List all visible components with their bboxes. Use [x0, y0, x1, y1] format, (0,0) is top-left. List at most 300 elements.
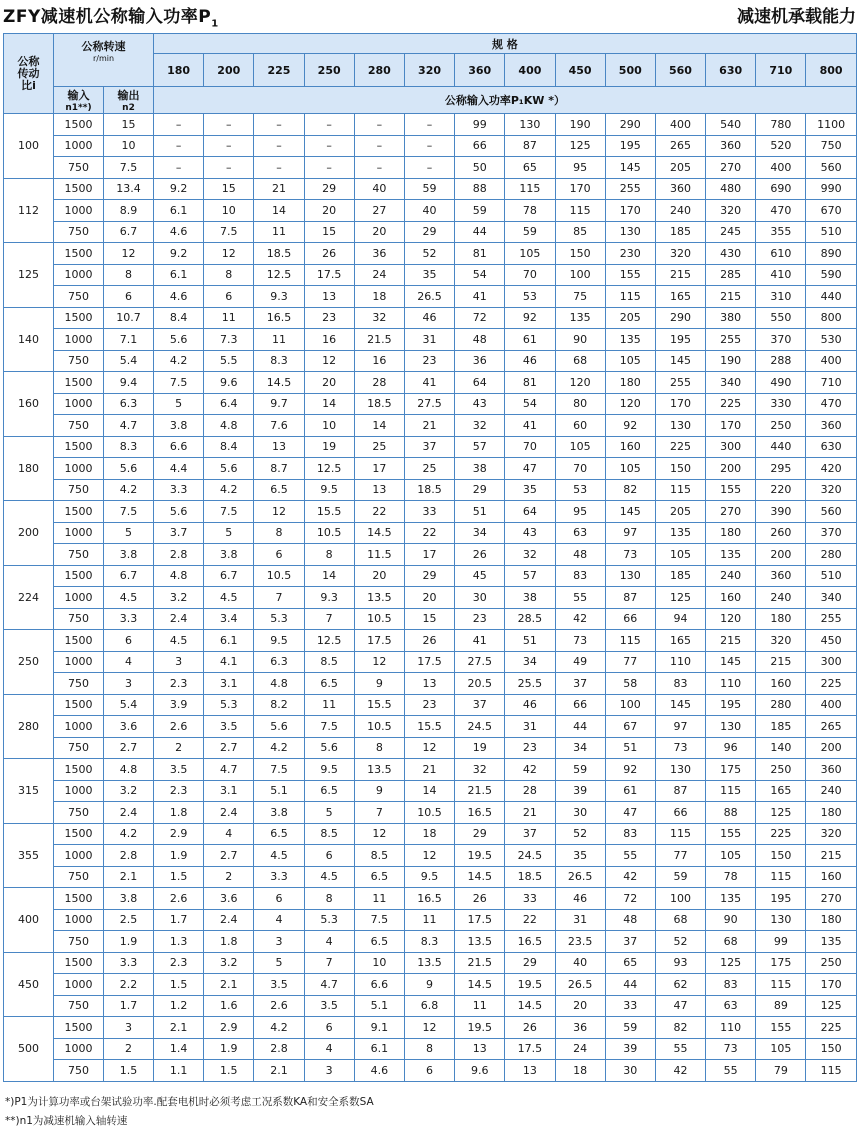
power-cell: 240 — [806, 780, 856, 802]
ratio-cell: 100 — [4, 114, 54, 179]
power-cell: 2.9 — [154, 823, 204, 845]
power-cell: 105 — [605, 350, 655, 372]
power-cell: 195 — [655, 329, 705, 351]
input-speed-cell: 1000 — [54, 393, 104, 415]
power-cell: 92 — [605, 759, 655, 781]
power-cell: 97 — [605, 522, 655, 544]
power-cell: 220 — [756, 479, 806, 501]
power-cell: 288 — [756, 350, 806, 372]
power-cell: 26.5 — [555, 866, 605, 888]
power-cell: 78 — [706, 866, 756, 888]
power-cell: 16.5 — [254, 307, 304, 329]
power-cell: 180 — [756, 608, 806, 630]
input-speed-cell: 1000 — [54, 329, 104, 351]
power-cell: 110 — [706, 1017, 756, 1039]
output-speed-cell: 1.5 — [104, 1060, 154, 1082]
power-cell: 9.1 — [354, 1017, 404, 1039]
power-cell: 93 — [655, 952, 705, 974]
output-speed-cell: 3.8 — [104, 544, 154, 566]
power-cell: 195 — [706, 694, 756, 716]
footnotes — [5, 1093, 374, 1131]
power-cell: 2.4 — [204, 909, 254, 931]
power-cell: 3.1 — [204, 673, 254, 695]
power-cell: 41 — [455, 630, 505, 652]
size-header-500: 500 — [605, 54, 655, 87]
power-cell: 20 — [354, 221, 404, 243]
power-cell: 5.3 — [304, 909, 354, 931]
power-cell: 125 — [756, 802, 806, 824]
power-cell: – — [154, 157, 204, 179]
power-cell: 130 — [655, 415, 705, 437]
power-cell: 37 — [505, 823, 555, 845]
power-cell: 51 — [605, 737, 655, 759]
power-cell: 8 — [304, 544, 354, 566]
power-cell: 57 — [505, 565, 555, 587]
power-cell: 32 — [505, 544, 555, 566]
table-row — [4, 565, 857, 587]
power-cell: 185 — [655, 221, 705, 243]
power-cell: 3.3 — [254, 866, 304, 888]
power-cell: 355 — [756, 221, 806, 243]
power-cell: 52 — [404, 243, 454, 265]
power-cell: 34 — [455, 522, 505, 544]
power-cell: 23 — [505, 737, 555, 759]
input-speed-cell: 1500 — [54, 823, 104, 845]
power-cell: 410 — [756, 264, 806, 286]
power-cell: 59 — [605, 1017, 655, 1039]
power-cell: 255 — [706, 329, 756, 351]
output-speed-cell: 5.6 — [104, 458, 154, 480]
power-cell: 1.6 — [204, 995, 254, 1017]
power-cell: 21 — [404, 759, 454, 781]
power-cell: 2.4 — [204, 802, 254, 824]
power-cell: 64 — [505, 501, 555, 523]
power-cell: 115 — [505, 178, 555, 200]
power-cell: 37 — [455, 694, 505, 716]
power-cell: 160 — [706, 587, 756, 609]
power-cell: 115 — [806, 1060, 856, 1082]
power-cell: 155 — [706, 479, 756, 501]
input-speed-cell: 750 — [54, 673, 104, 695]
power-cell: 225 — [806, 673, 856, 695]
power-cell: 4 — [204, 823, 254, 845]
power-cell: 170 — [555, 178, 605, 200]
table-row — [4, 630, 857, 652]
power-cell: 1.4 — [154, 1038, 204, 1060]
power-cell: 240 — [706, 565, 756, 587]
power-cell: 2.7 — [204, 737, 254, 759]
power-cell: 200 — [756, 544, 806, 566]
power-cell: 83 — [605, 823, 655, 845]
power-cell: 5.6 — [154, 501, 204, 523]
output-speed-cell: 8.3 — [104, 436, 154, 458]
power-cell: 255 — [655, 372, 705, 394]
power-cell: – — [204, 114, 254, 136]
power-cell: 175 — [756, 952, 806, 974]
power-cell: 6.1 — [154, 200, 204, 222]
power-cell: 4 — [254, 909, 304, 931]
power-cell: 250 — [756, 759, 806, 781]
power-cell: 400 — [806, 350, 856, 372]
power-cell: 1.7 — [154, 909, 204, 931]
power-cell: 4.5 — [254, 845, 304, 867]
power-cell: 8.4 — [204, 436, 254, 458]
power-cell: 27 — [354, 200, 404, 222]
power-cell: 115 — [756, 974, 806, 996]
footnote-2: **)n1为减速机输入轴转速 — [5, 1115, 128, 1127]
power-cell: 55 — [706, 1060, 756, 1082]
power-cell: 14 — [304, 565, 354, 587]
power-cell: 59 — [404, 178, 454, 200]
table-row — [4, 995, 857, 1017]
power-cell: 95 — [555, 501, 605, 523]
power-cell: 130 — [756, 909, 806, 931]
power-cell: 215 — [655, 264, 705, 286]
size-header-800: 800 — [806, 54, 856, 87]
power-cell: 5.6 — [254, 716, 304, 738]
power-cell: 2.6 — [154, 888, 204, 910]
table-row — [4, 329, 857, 351]
power-cell: 400 — [806, 694, 856, 716]
power-cell: 83 — [555, 565, 605, 587]
power-cell: 40 — [555, 952, 605, 974]
size-header-360: 360 — [455, 54, 505, 87]
power-cell: 79 — [756, 1060, 806, 1082]
power-cell: 63 — [706, 995, 756, 1017]
power-cell: 25 — [404, 458, 454, 480]
ratio-cell: 140 — [4, 307, 54, 372]
power-cell: 52 — [655, 931, 705, 953]
power-cell: 8.5 — [304, 651, 354, 673]
power-cell: 125 — [655, 587, 705, 609]
power-cell: 2 — [154, 737, 204, 759]
input-speed-cell: 1500 — [54, 630, 104, 652]
ratio-cell: 500 — [4, 1017, 54, 1082]
power-cell: 215 — [756, 651, 806, 673]
power-cell: 21.5 — [455, 780, 505, 802]
power-cell: 16 — [354, 350, 404, 372]
power-cell: 8.5 — [354, 845, 404, 867]
power-cell: 8 — [404, 1038, 454, 1060]
power-cell: 82 — [605, 479, 655, 501]
power-cell: 240 — [756, 587, 806, 609]
table-row — [4, 243, 857, 265]
power-cell: 160 — [605, 436, 655, 458]
power-cell: 115 — [555, 200, 605, 222]
power-cell: 30 — [555, 802, 605, 824]
power-cell: 43 — [455, 393, 505, 415]
power-cell: 28 — [505, 780, 555, 802]
power-cell: 44 — [605, 974, 655, 996]
power-cell: 3.8 — [154, 415, 204, 437]
input-speed-cell: 1500 — [54, 1017, 104, 1039]
power-cell: 11.5 — [354, 544, 404, 566]
power-cell: 38 — [505, 587, 555, 609]
spec-header: 规 格 — [154, 34, 857, 54]
input-speed-cell: 750 — [54, 544, 104, 566]
power-cell: 34 — [555, 737, 605, 759]
input-speed-cell: 1000 — [54, 974, 104, 996]
power-cell: 4 — [304, 931, 354, 953]
power-cell: 330 — [756, 393, 806, 415]
ratio-cell: 180 — [4, 436, 54, 501]
power-cell: 4.5 — [304, 866, 354, 888]
power-cell: 33 — [505, 888, 555, 910]
power-cell: 4.4 — [154, 458, 204, 480]
power-cell: 18 — [354, 286, 404, 308]
power-cell: 2.4 — [154, 608, 204, 630]
power-cell: 4.6 — [154, 221, 204, 243]
table-row — [4, 479, 857, 501]
power-cell: 135 — [655, 522, 705, 544]
power-cell: 26.5 — [404, 286, 454, 308]
power-cell: 90 — [555, 329, 605, 351]
power-cell: 120 — [555, 372, 605, 394]
power-cell: 81 — [455, 243, 505, 265]
power-cell: 225 — [655, 436, 705, 458]
power-cell: 59 — [655, 866, 705, 888]
power-cell: 6 — [404, 1060, 454, 1082]
power-cell: 190 — [555, 114, 605, 136]
power-cell: 320 — [806, 823, 856, 845]
power-cell: 4.2 — [254, 1017, 304, 1039]
power-cell: 3.5 — [254, 974, 304, 996]
power-cell: 6.7 — [204, 565, 254, 587]
output-speed-cell: 3.3 — [104, 952, 154, 974]
output-speed-cell: 4.2 — [104, 823, 154, 845]
power-cell: – — [254, 135, 304, 157]
power-cell: 3.7 — [154, 522, 204, 544]
output-speed-cell: 6.7 — [104, 565, 154, 587]
power-cell: 2.9 — [204, 1017, 254, 1039]
power-cell: 8.5 — [304, 823, 354, 845]
power-cell: 3.2 — [154, 587, 204, 609]
power-cell: 29 — [304, 178, 354, 200]
power-cell: 7.5 — [154, 372, 204, 394]
power-cell: 21 — [404, 415, 454, 437]
power-cell: 20 — [304, 200, 354, 222]
power-cell: 170 — [655, 393, 705, 415]
table-row — [4, 286, 857, 308]
power-cell: 17 — [354, 458, 404, 480]
power-cell: 38 — [455, 458, 505, 480]
power-cell: 150 — [555, 243, 605, 265]
power-cell: 125 — [706, 952, 756, 974]
power-cell: 13.5 — [455, 931, 505, 953]
power-cell: – — [354, 135, 404, 157]
power-cell: 26 — [404, 630, 454, 652]
power-cell: 51 — [455, 501, 505, 523]
power-cell: 155 — [605, 264, 655, 286]
input-speed-cell: 1000 — [54, 264, 104, 286]
power-cell: 24.5 — [505, 845, 555, 867]
table-row — [4, 737, 857, 759]
power-cell: 3.9 — [154, 694, 204, 716]
power-cell: – — [304, 135, 354, 157]
power-cell: 26 — [455, 888, 505, 910]
power-cell: 17.5 — [304, 264, 354, 286]
power-cell: 12 — [354, 651, 404, 673]
power-cell: 7 — [354, 802, 404, 824]
power-cell: 15 — [404, 608, 454, 630]
power-cell: 215 — [706, 630, 756, 652]
power-cell: 6 — [304, 845, 354, 867]
table-row — [4, 673, 857, 695]
power-cell: 45 — [455, 565, 505, 587]
input-speed-cell: 750 — [54, 1060, 104, 1082]
power-cell: 1.2 — [154, 995, 204, 1017]
power-cell: 19.5 — [455, 1017, 505, 1039]
power-cell: 24 — [555, 1038, 605, 1060]
power-cell: 170 — [806, 974, 856, 996]
power-cell: 5.6 — [204, 458, 254, 480]
power-cell: 44 — [555, 716, 605, 738]
power-cell: 480 — [706, 178, 756, 200]
table-row — [4, 372, 857, 394]
power-cell: 5.3 — [204, 694, 254, 716]
power-cell: 18.5 — [505, 866, 555, 888]
input-speed-cell: 1000 — [54, 780, 104, 802]
power-cell: 10 — [304, 415, 354, 437]
power-cell: 59 — [505, 221, 555, 243]
power-cell: 150 — [806, 1038, 856, 1060]
power-cell: 5.5 — [204, 350, 254, 372]
power-cell: 21.5 — [354, 329, 404, 351]
power-cell: 40 — [404, 200, 454, 222]
power-cell: 66 — [455, 135, 505, 157]
power-cell: 2.8 — [154, 544, 204, 566]
power-cell: 17.5 — [404, 651, 454, 673]
power-cell: 78 — [505, 200, 555, 222]
power-cell: 115 — [605, 286, 655, 308]
output-speed-cell: 7.5 — [104, 501, 154, 523]
power-cell: 13 — [455, 1038, 505, 1060]
power-cell: 300 — [806, 651, 856, 673]
power-cell: 135 — [706, 888, 756, 910]
power-cell: 23.5 — [555, 931, 605, 953]
power-cell: 310 — [756, 286, 806, 308]
power-cell: 29 — [404, 565, 454, 587]
power-cell: 88 — [706, 802, 756, 824]
power-cell: 320 — [756, 630, 806, 652]
power-cell: 46 — [505, 694, 555, 716]
power-cell: 8 — [354, 737, 404, 759]
power-cell: 380 — [706, 307, 756, 329]
output-speed-cell: 10 — [104, 135, 154, 157]
power-cell: 10 — [354, 952, 404, 974]
output-speed-cell: 2.1 — [104, 866, 154, 888]
power-cell: 13 — [404, 673, 454, 695]
input-speed-cell: 1500 — [54, 114, 104, 136]
power-cell: 130 — [605, 221, 655, 243]
table-row — [4, 845, 857, 867]
power-cell: 105 — [756, 1038, 806, 1060]
power-cell: 105 — [555, 436, 605, 458]
power-cell: 40 — [354, 178, 404, 200]
power-cell: 4.6 — [154, 286, 204, 308]
power-cell: 46 — [505, 350, 555, 372]
power-cell: 2.6 — [154, 716, 204, 738]
power-cell: 34 — [505, 651, 555, 673]
power-cell: 13 — [304, 286, 354, 308]
power-cell: 57 — [455, 436, 505, 458]
power-cell: 50 — [455, 157, 505, 179]
power-cell: 400 — [655, 114, 705, 136]
output-speed-cell: 3.6 — [104, 716, 154, 738]
power-cell: 61 — [605, 780, 655, 802]
power-cell: 6.5 — [254, 823, 304, 845]
power-cell: 2.3 — [154, 952, 204, 974]
power-cell: 29 — [404, 221, 454, 243]
power-cell: 8.3 — [254, 350, 304, 372]
power-cell: 47 — [505, 458, 555, 480]
size-header-250: 250 — [304, 54, 354, 87]
table-row — [4, 264, 857, 286]
power-cell: 450 — [806, 630, 856, 652]
power-cell: 13.5 — [404, 952, 454, 974]
power-cell: 85 — [555, 221, 605, 243]
section-title: 减速机承载能力 — [737, 7, 856, 27]
power-cell: 530 — [806, 329, 856, 351]
power-cell: 190 — [706, 350, 756, 372]
input-speed-cell: 1000 — [54, 716, 104, 738]
power-cell: 61 — [505, 329, 555, 351]
power-cell: 22 — [404, 522, 454, 544]
power-cell: 20 — [304, 372, 354, 394]
power-cell: 11 — [354, 888, 404, 910]
power-cell: 52 — [555, 823, 605, 845]
power-cell: 155 — [706, 823, 756, 845]
power-cell: 67 — [605, 716, 655, 738]
power-cell: 65 — [505, 157, 555, 179]
power-cell: 5 — [204, 522, 254, 544]
power-cell: – — [354, 114, 404, 136]
power-cell: 1.5 — [154, 974, 204, 996]
output-speed-cell: 5 — [104, 522, 154, 544]
power-cell: 240 — [655, 200, 705, 222]
power-cell: 16 — [304, 329, 354, 351]
power-cell: 55 — [555, 587, 605, 609]
table-title: ZFY减速机公称输入功率$P_1$ — [3, 7, 219, 30]
power-cell: 46 — [555, 888, 605, 910]
power-cell: 470 — [806, 393, 856, 415]
power-cell: 19 — [455, 737, 505, 759]
power-cell: – — [404, 157, 454, 179]
power-cell: 70 — [555, 458, 605, 480]
power-cell: 42 — [505, 759, 555, 781]
power-cell: 32 — [354, 307, 404, 329]
power-cell: 10 — [204, 200, 254, 222]
power-cell: 270 — [806, 888, 856, 910]
table-row — [4, 716, 857, 738]
power-cell: 510 — [806, 565, 856, 587]
power-cell: 36 — [455, 350, 505, 372]
table-row — [4, 307, 857, 329]
power-cell: 7.5 — [204, 221, 254, 243]
output-speed-cell: 9.4 — [104, 372, 154, 394]
power-cell: 6.1 — [204, 630, 254, 652]
power-cell: 3.3 — [154, 479, 204, 501]
power-cell: – — [254, 157, 304, 179]
power-cell: 105 — [706, 845, 756, 867]
power-cell: 21 — [505, 802, 555, 824]
power-cell: 420 — [806, 458, 856, 480]
table-row — [4, 458, 857, 480]
output-speed-cell: 3 — [104, 673, 154, 695]
power-cell: 195 — [756, 888, 806, 910]
power-cell: 28 — [354, 372, 404, 394]
output-speed-header: 输出 n2 — [104, 87, 154, 114]
